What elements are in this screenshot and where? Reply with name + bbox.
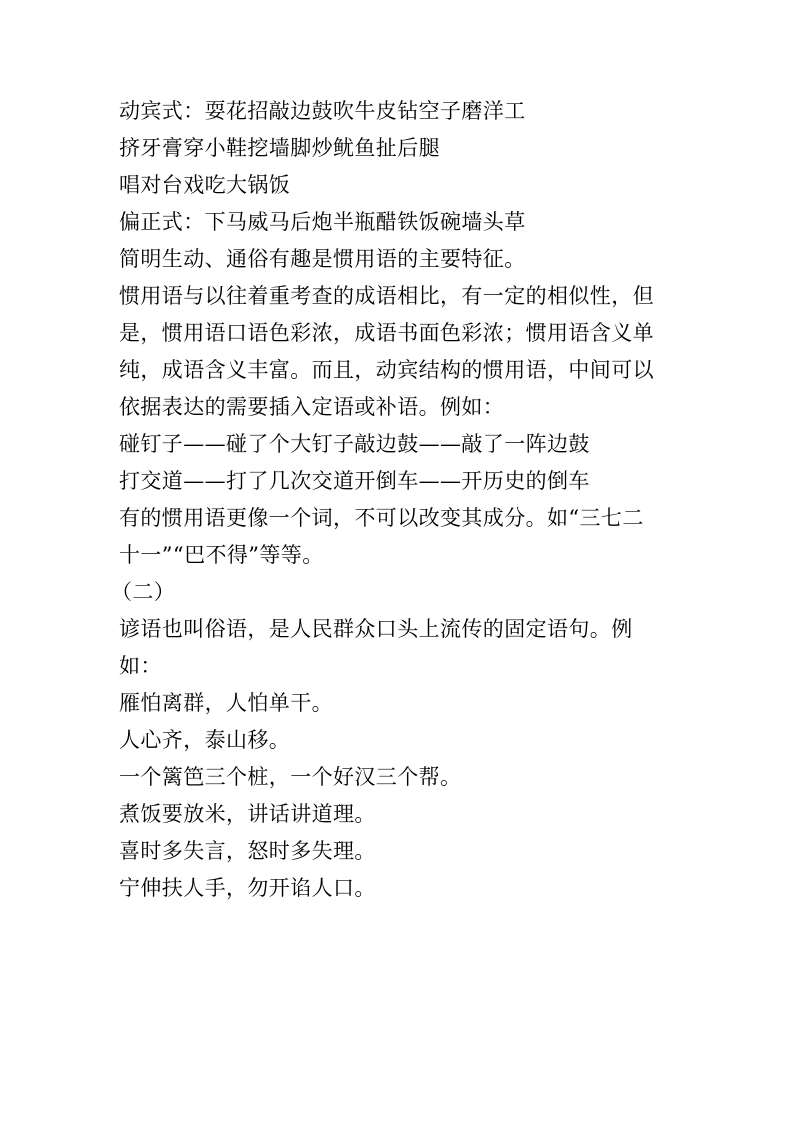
text-line: 谚语也叫俗语，是人民群众口头上流传的固定语句。例	[119, 617, 633, 641]
text-line: 挤牙膏穿小鞋挖墙脚炒鱿鱼扯后腿	[119, 136, 440, 160]
text-line: 纯，成语含义丰富。而且，动宾结构的惯用语，中间可以	[119, 358, 654, 382]
text-line: 十一”“巴不得”等等。	[119, 543, 324, 567]
text-line: 如：	[119, 654, 162, 678]
text-line: 动宾式：耍花招敲边鼓吹牛皮钻空子磨洋工	[119, 99, 526, 123]
text-line: 喜时多失言，怒时多失理。	[119, 839, 376, 863]
text-line: 唱对台戏吃大锅饭	[119, 173, 291, 197]
text-line: 碰钉子——碰了个大钉子敲边鼓——敲了一阵边鼓	[119, 432, 590, 456]
text-line: 是，惯用语口语色彩浓，成语书面色彩浓；惯用语含义单	[119, 321, 654, 345]
text-line: 打交道——打了几次交道开倒车——开历史的倒车	[119, 469, 590, 493]
document-body	[111, 93, 679, 907]
text-line: 煮饭要放米，讲话讲道理。	[119, 802, 376, 826]
text-line: 依据表达的需要插入定语或补语。例如：	[119, 395, 505, 419]
text-line: 有的惯用语更像一个词，不可以改变其成分。如“三七二	[119, 506, 644, 530]
text-line: 宁伸扶人手，勿开谄人口。	[119, 876, 376, 900]
text-line: 人心齐，泰山移。	[119, 728, 291, 752]
text-line: 简明生动、通俗有趣是惯用语的主要特征。	[119, 247, 526, 271]
section-heading: （二）	[111, 580, 176, 604]
text-line: 偏正式：下马威马后炮半瓶醋铁饭碗墙头草	[119, 210, 526, 234]
text-line: 雁怕离群，人怕单干。	[119, 691, 333, 715]
text-line: 惯用语与以往着重考查的成语相比，有一定的相似性，但	[119, 284, 654, 308]
text-line: 一个篱笆三个桩，一个好汉三个帮。	[119, 765, 462, 789]
